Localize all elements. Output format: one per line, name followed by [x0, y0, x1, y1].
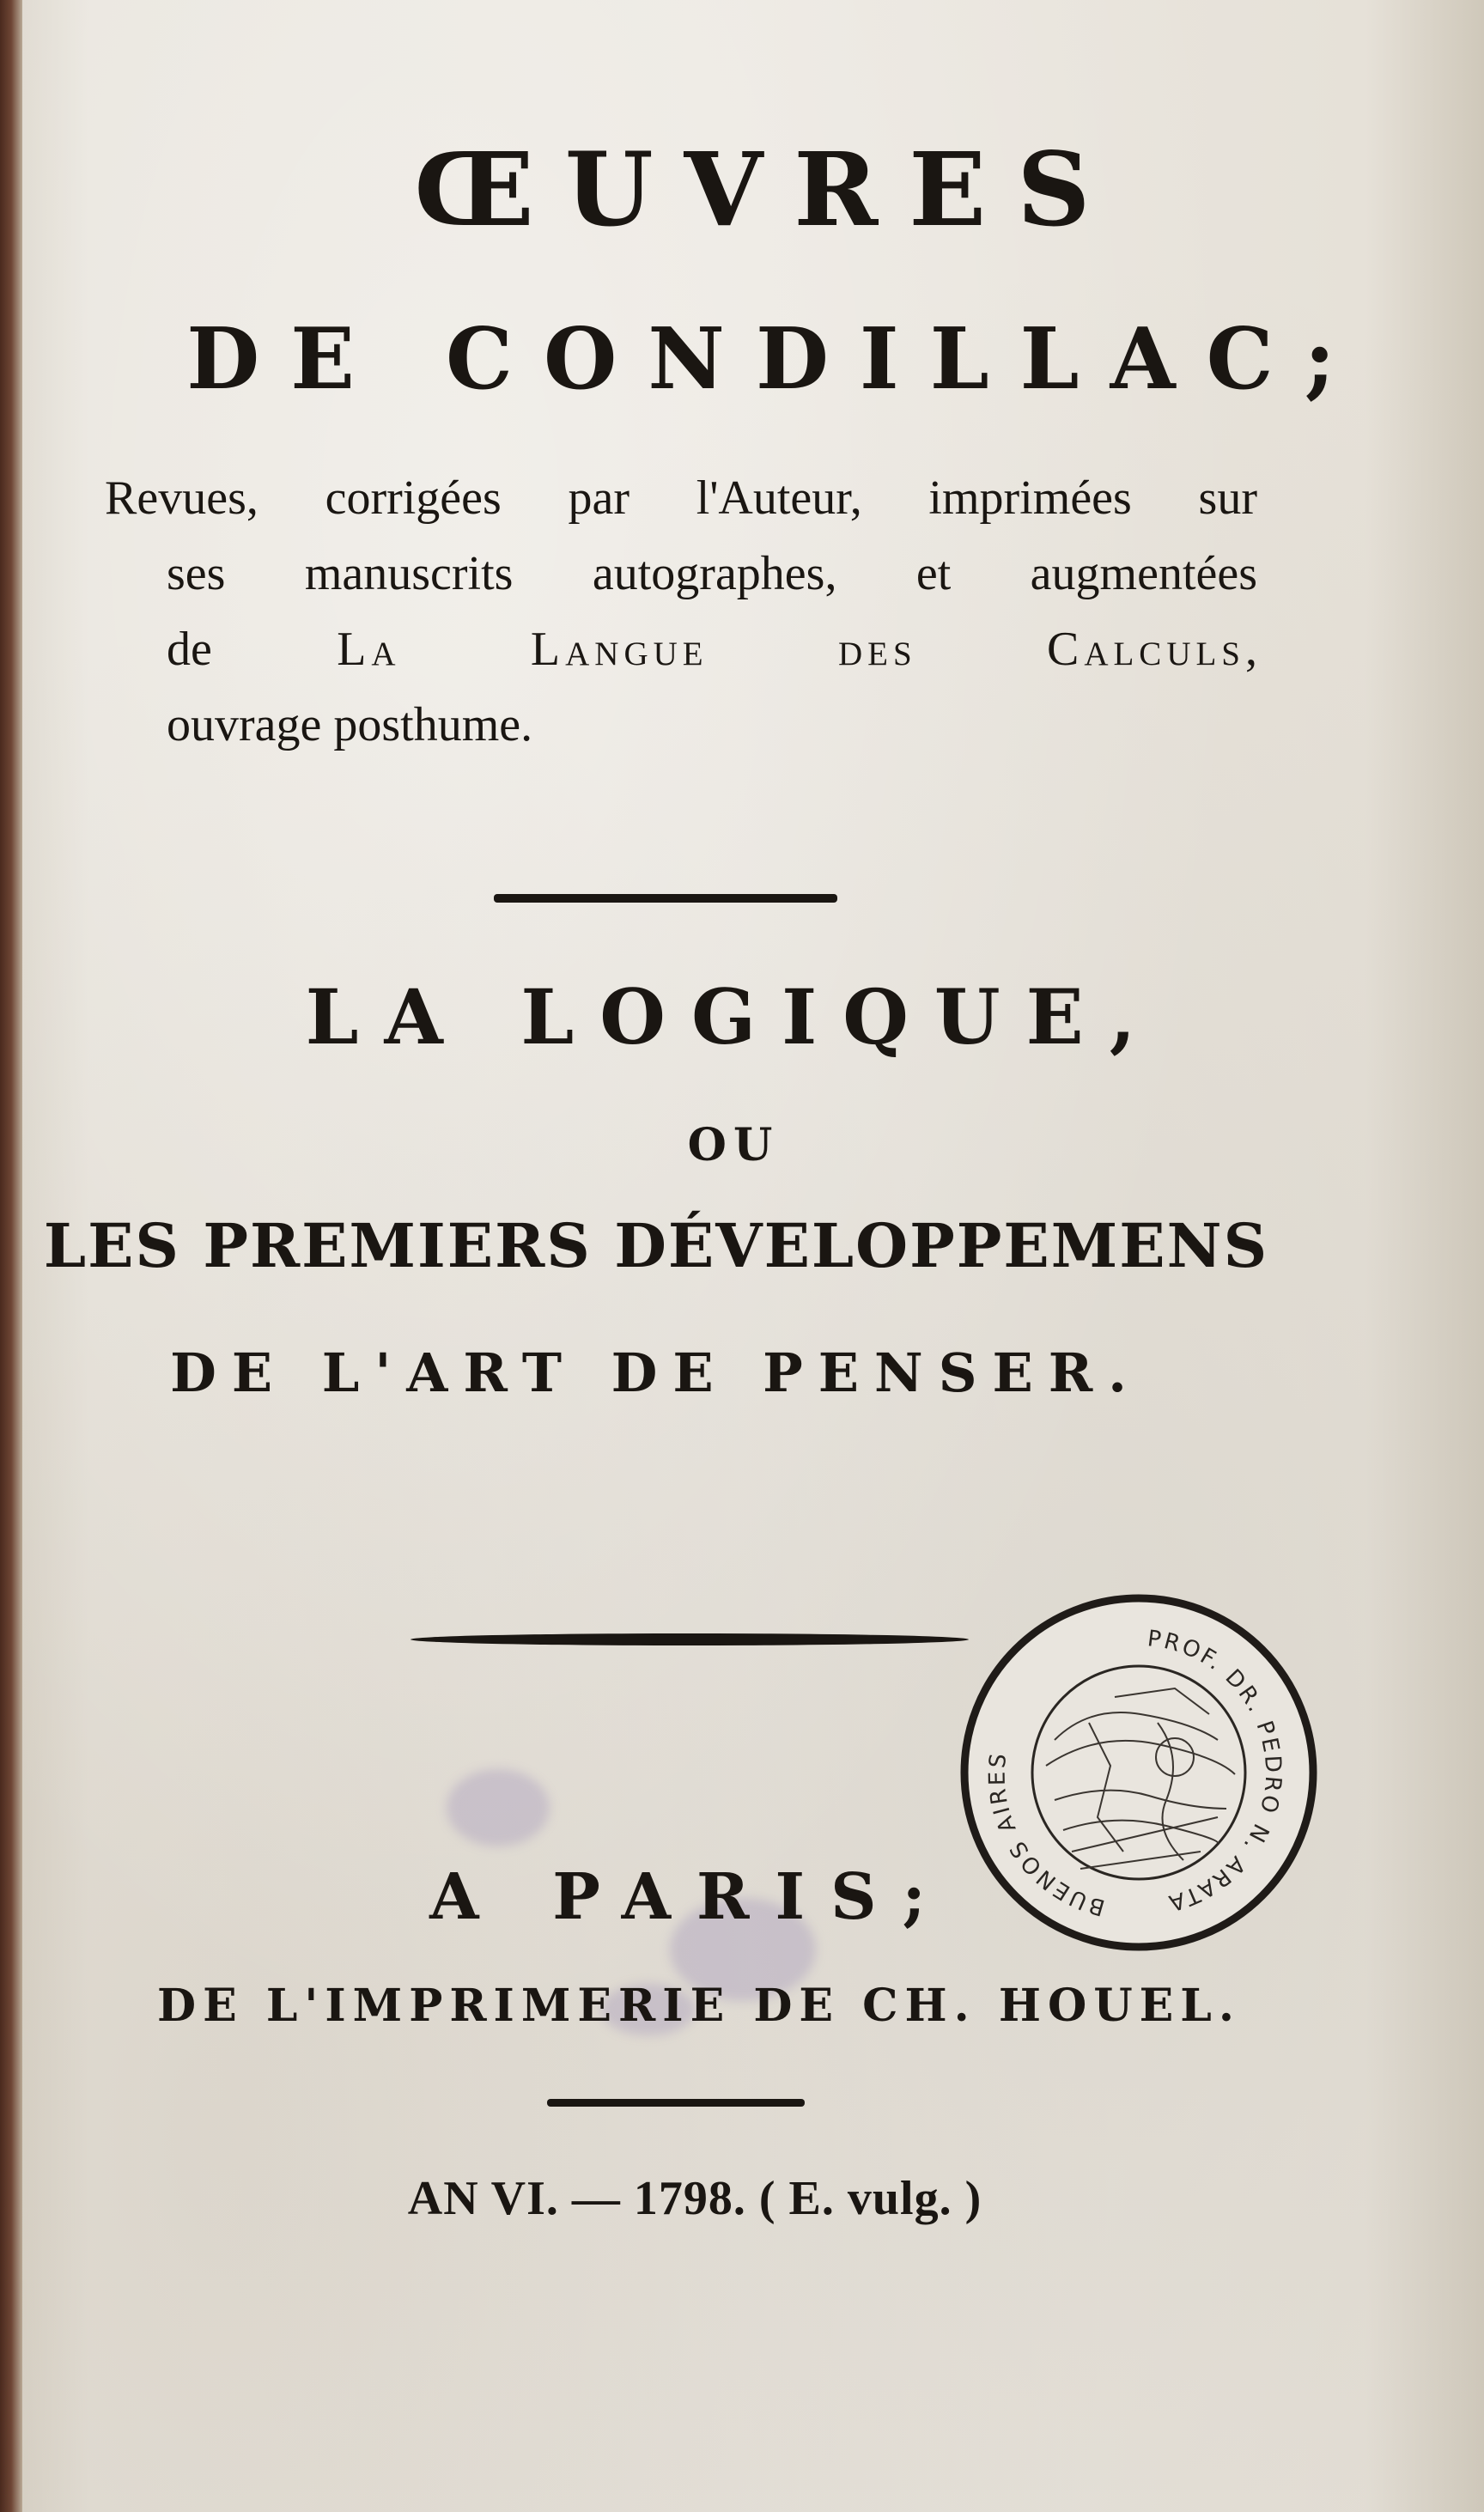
- subtitle-line-3-prefix: de: [167, 623, 338, 676]
- work-subtitle-2: DE L'ART DE PENSER.: [170, 1341, 1142, 1404]
- imprint-printer: DE L'IMPRIMERIE DE CH. HOUEL.: [157, 1980, 1241, 2032]
- subtitle-line-3-suffix: ,: [1245, 623, 1257, 676]
- work-title: LA LOGIQUE,: [305, 972, 1162, 1061]
- divider-rule: [547, 2099, 805, 2107]
- subtitle-line-1: Revues, corrigées par l'Auteur, imprimées sur: [105, 471, 1257, 525]
- subtitle-line-2: ses manuscrits autographes, et augmentées: [167, 547, 1257, 600]
- imprint-city: A PARIS;: [429, 1860, 952, 1934]
- subtitle-line-3: [167, 623, 1257, 676]
- main-title: ŒUVRES: [414, 130, 1122, 249]
- svg-text:PROF. DR. PEDRO N. ARATA: PROF. DR. PEDRO N. ARATA: [1146, 1626, 1286, 1917]
- author-line: DE CONDILLAC;: [186, 310, 1366, 409]
- work-or: OU: [687, 1119, 780, 1171]
- subtitle-smallcaps: La Langue des Calculs: [337, 623, 1245, 676]
- svg-text:BUENOS AIRES: BUENOS AIRES: [984, 1749, 1108, 1920]
- divider-rule: [494, 894, 837, 903]
- imprint-date: AN VI. — 1798. ( E. vulg. ): [407, 2172, 982, 2225]
- subtitle-line-4: ouvrage posthume.: [167, 698, 533, 751]
- divider-rule: [411, 1633, 969, 1645]
- work-subtitle-1: LES PREMIERS DÉVELOPPEMENS: [43, 1210, 1269, 1281]
- ink-stain: [447, 1769, 550, 1846]
